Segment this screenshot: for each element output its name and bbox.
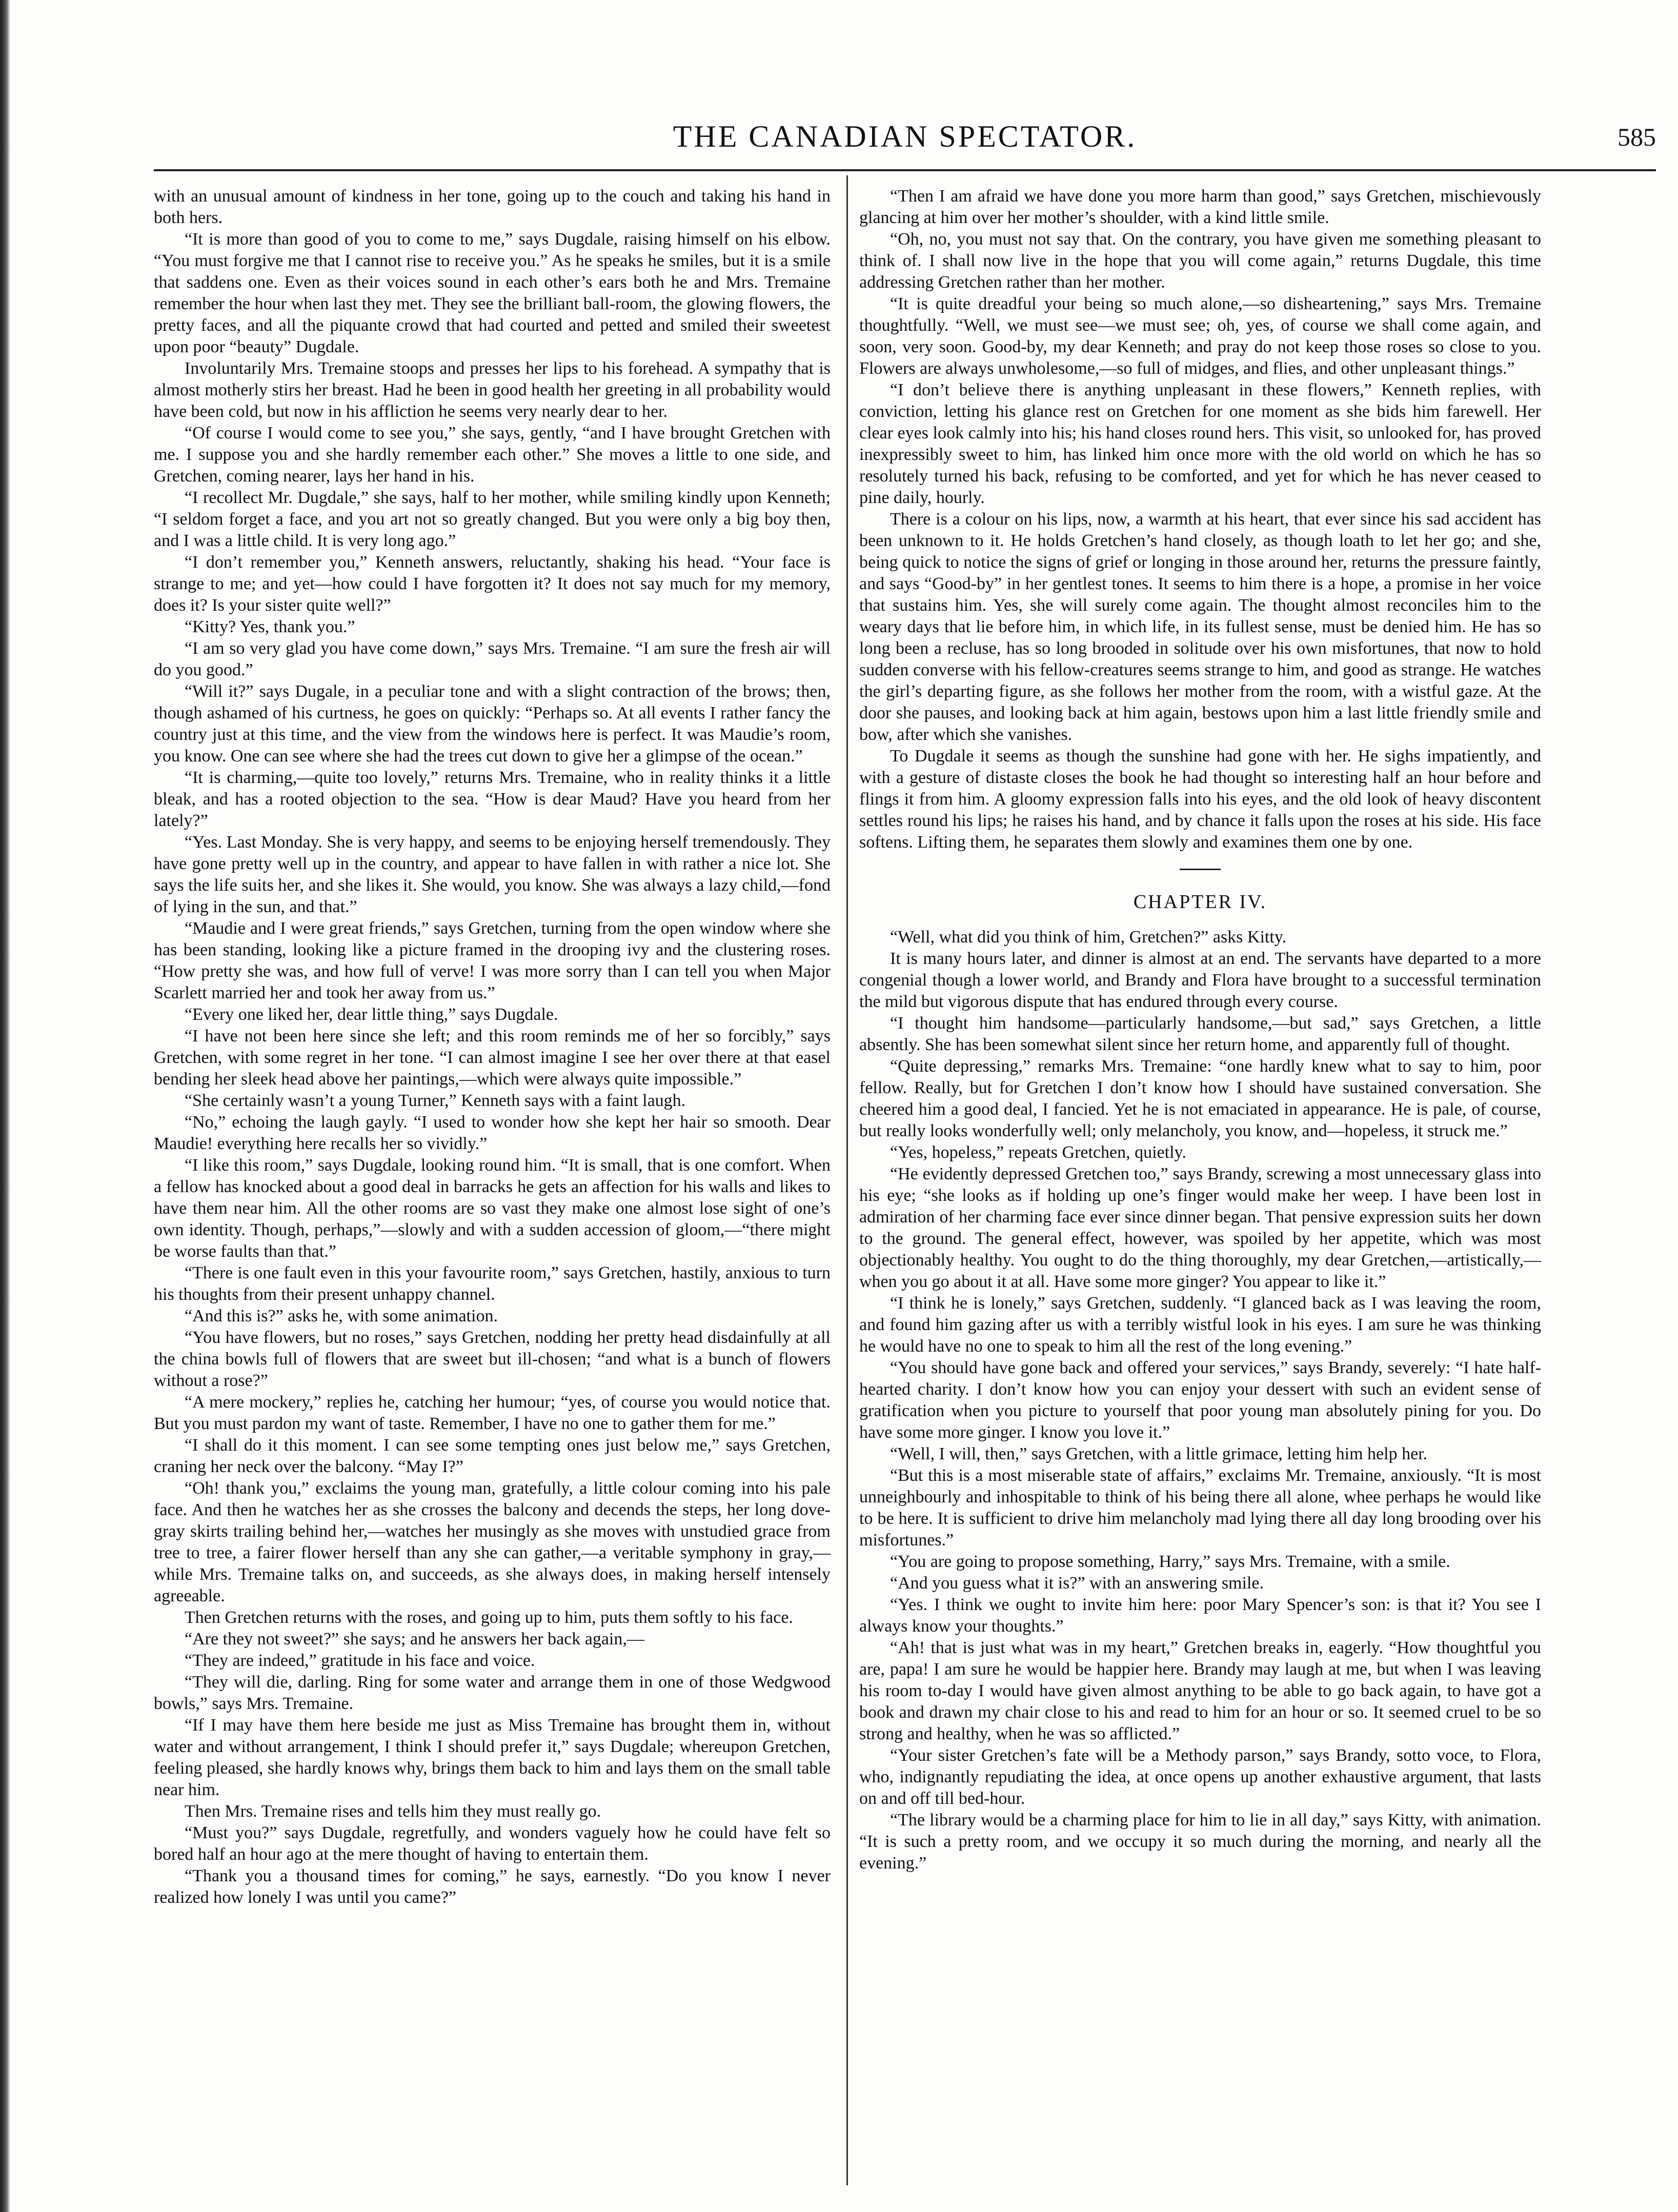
paragraph: “Yes. I think we ought to invite him here: poor Mary Spencer’s son: is that it? You see I always know your thoughts.”	[859, 1595, 1541, 1636]
paragraph: “If I may have them here beside me just as Miss Tremaine has brought them in, without water and without arrangement, I think I should prefer it,” says Dugdale; whereupon Gretchen, feeling pleased, she hardly knows why, brings them back to him and lays them on the small table near him.	[154, 1716, 831, 1799]
page-binding-edge	[0, 0, 10, 2212]
paragraph: “Are they not sweet?” she says; and he answers her back again,—	[185, 1630, 644, 1648]
paragraph: “I like this room,” says Dugdale, looking round him. “It is small, that is one comfort. When a fellow has knocked about a good deal in barracks he gets an affection for his walls and likes to have them near him. All the other rooms are so vast they make one almost lose sight of one’s own identity. Though, perhaps,”—slowly and with a sudden accession of gloom,—“there might be worse faults than that.”	[154, 1156, 831, 1261]
paragraph: “I am so very glad you have come down,” says Mrs. Tremaine. “I am sure the fresh air will do you good.”	[154, 639, 831, 679]
paragraph: “Oh! thank you,” exclaims the young man, gratefully, a little colour coming into his pale face. And then he watches her as she crosses the balcony and decends the steps, her long dove-gray skirts trailing behind her,—watches her musingly as she moves with unstudied grace from tree to tree, a fairer flower herself than any she can gather,—a veritable symphony in gray,—while Mrs. Tremaine talks on, and succeeds, as she always does, in making herself intensely agreeable.	[154, 1479, 831, 1605]
paragraph: “Will it?” says Dugale, in a peculiar tone and with a slight contraction of the brows; then, though ashamed of his curtness, he goes on quickly: “Perhaps so. At all events I rather fancy the country just at this time, and the view from the windows here is perfect. It was Maudie’s room, you know. One can see where she had the trees cut down to give her a glimpse of the ocean.”	[154, 682, 831, 766]
paragraph: “Maudie and I were great friends,” says Gretchen, turning from the open window where she has been standing, looking like a picture framed in the drooping ivy and the clustering roses. “How pretty she was, and how full of verve! I was more sorry than I can tell you when Major Scarlett married her and took her away from us.”	[154, 919, 831, 1002]
left-column	[154, 186, 831, 1908]
masthead-title: THE CANADIAN SPECTATOR.	[673, 119, 1137, 153]
paragraph: “Quite depressing,” remarks Mrs. Tremaine: “one hardly knew what to say to him, poor fellow. Really, but for Gretchen I don’t know how I should have sustained conversation. She cheered him a good deal, I fancied. Yet he is not emaciated in appearance. He is pale, of course, but really looks wonderfully well; only melancholy, you know, and—hopeless, it struck me.”	[859, 1057, 1541, 1140]
paragraph: “It is quite dreadful your being so much alone,—so disheartening,” says Mrs. Tremaine thoughtfully. “Well, we must see—we must see; oh, yes, of course we shall come again, and soon, very soon. Good-by, my dear Kenneth; and pray do not keep those roses so close to you. Flowers are always unwholesome,—so full of midges, and flies, and other unpleasant things.”	[859, 294, 1541, 378]
paragraph: “And you guess what it is?” with an answering smile.	[890, 1574, 1264, 1593]
paragraph: “There is one fault even in this your favourite room,” says Gretchen, hastily, anxious to turn his thoughts from their present unhappy channel.	[154, 1263, 831, 1304]
paragraph: “It is more than good of you to come to me,” says Dugdale, raising himself on his elbow. “You must forgive me that I cannot rise to receive you.” As he speaks he smiles, but it is a smile that saddens one. Even as their voices sound in each other’s ears both he and Mrs. Tremaine remember the hour when last they met. They see the brilliant ball-room, the glowing flowers, the pretty faces, and all the piquante crowd that had courted and petted and smiled their sweetest upon poor “beauty” Dugdale.	[154, 230, 831, 356]
paragraph: “It is charming,—quite too lovely,” returns Mrs. Tremaine, who in reality thinks it a little bleak, and has a rooted objection to the sea. “How is dear Maud? Have you heard from her lately?”	[154, 768, 831, 830]
paragraph: “Ah! that is just what was in my heart,” Gretchen breaks in, eagerly. “How thoughtful you are, papa! I am sure he would be happier here. Brandy may laugh at me, but when I was leaving his room to-day I would have given almost anything to be able to go back again, to have got a book and drawn my chair close to his and read to him for an hour or so. It seemed cruel to be so strong and healthy, when he was so afflicted.”	[859, 1638, 1541, 1743]
paragraph: “I thought him handsome—particularly handsome,—but sad,” says Gretchen, a little absently. She has been somewhat silent since her return home, and apparently full of thought.	[859, 1014, 1541, 1054]
paragraph: “Your sister Gretchen’s fate will be a Methody parson,” says Brandy, sotto voce, to Flora, who, indignantly repudiating the idea, at once opens up another exhaustive argument, that lasts on and off till bed-hour.	[859, 1746, 1541, 1808]
column-divider	[846, 175, 848, 2185]
paragraph: “I recollect Mr. Dugdale,” she says, half to her mother, while smiling kindly upon Kenneth; “I seldom forget a face, and you art not so greatly changed. But you were only a big boy then, and I was a little child. It is very long ago.”	[154, 488, 831, 550]
paragraph: There is a colour on his lips, now, a warmth at his heart, that ever since his sad accident has been unknown to it. He holds Gretchen’s hand closely, as though loath to let her go; and she, being quick to notice the signs of grief or longing in those around her, returns the pressure faintly, and says “Good-by” in her gentlest tones. It seems to him there is a hope, a promise in her voice that sustains him. Yes, she will surely come again. The thought almost reconciles him to the weary days that lie before him, in which life, in its fullest sense, must be denied him. He has so long been a recluse, has so long brooded in solitude over his own misfortunes, that now to hold sudden converse with his fellow-creatures seems strange to him, and good as strange. He watches the girl’s departing figure, as she follows her mother from the room, with a wistful gaze. At the door she pauses, and looking back at him again, bestows upon him a last little friendly smile and bow, after which she vanishes.	[859, 510, 1541, 744]
paragraph: “They are indeed,” gratitude in his face and voice.	[185, 1651, 535, 1670]
page-number: 585	[1618, 123, 1656, 151]
paragraph: “Well, I will, then,” says Gretchen, with a little grimace, letting him help her.	[890, 1444, 1428, 1463]
paragraph: “But this is a most miserable state of affairs,” exclaims Mr. Tremaine, anxiously. “It is most unneighbourly and inhospitable to think of his being there all alone, whee perhaps he would like to be here. It is sufficient to drive him melancholy mad lying there all day long brooding over his misfortunes.”	[859, 1466, 1541, 1550]
paragraph: “I think he is lonely,” says Gretchen, suddenly. “I glanced back as I was leaving the room, and found him gazing after us with a terribly wistful look in his eyes. I am sure he was thinking he would have no one to speak to him all the rest of the long evening.”	[859, 1294, 1541, 1356]
paragraph: “You should have gone back and offered your services,” says Brandy, severely: “I hate half-hearted charity. I don’t know how you can enjoy your dessert with such an evident sense of gratification when you picture to yourself that poor young man absolutely pining for you. Do have some more ginger. I know you love it.”	[859, 1358, 1541, 1442]
paragraph: “The library would be a charming place for him to lie in all day,” says Kitty, with animation. “It is such a pretty room, and we occupy it so much during the morning, and nearly all the evening.”	[859, 1811, 1541, 1873]
section-divider	[1180, 869, 1221, 870]
paragraph: “Of course I would come to see you,” she says, gently, “and I have brought Gretchen with me. I suppose you and she hardly remember each other.” She moves a little to one side, and Gretchen, coming nearer, lays her hand in his.	[154, 424, 831, 486]
paragraph: “They will die, darling. Ring for some water and arrange them in one of those Wedgwood bowls,” says Mrs. Tremaine.	[154, 1673, 831, 1713]
paragraph: Then Gretchen returns with the roses, and going up to him, puts them softly to his face.	[185, 1608, 793, 1627]
paragraph: Then Mrs. Tremaine rises and tells him they must really go.	[185, 1802, 601, 1821]
paragraph: “Must you?” says Dugdale, regretfully, and wonders vaguely how he could have felt so bored half an hour ago at the mere thought of having to entertain them.	[154, 1823, 831, 1864]
paragraph: “And this is?” asks he, with some animation.	[185, 1306, 498, 1325]
paragraph: “I don’t remember you,” Kenneth answers, reluctantly, shaking his head. “Your face is strange to me; and yet—how could I have forgotten it? It does not say much for my memory, does it? Is your sister quite well?”	[154, 553, 831, 615]
paragraph: “I shall do it this moment. I can see some tempting ones just below me,” says Gretchen, craning her neck over the balcony. “May I?”	[154, 1436, 831, 1476]
paragraph: with an unusual amount of kindness in her tone, going up to the couch and taking his hand in both hers.	[154, 187, 831, 227]
paragraph: “You have flowers, but no roses,” says Gretchen, nodding her pretty head disdainfully at all the china bowls full of flowers that are sweet but ill-chosen; “and what is a bunch of flowers without a rose?”	[154, 1328, 831, 1390]
paragraph: Involuntarily Mrs. Tremaine stoops and presses her lips to his forehead. A sympathy that is almost motherly stirs her breast. Had he been in good health her greeting in all probability would have been cold, but now in his affliction he seems very nearly dear to her.	[154, 359, 831, 421]
right-column	[859, 186, 1541, 1874]
paragraph: It is many hours later, and dinner is almost at an end. The servants have departed to a more congenial though a lower world, and Brandy and Flora have brought to a successful termination the mild but vigorous dispute that has endured through every course.	[859, 949, 1541, 1011]
paragraph: To Dugdale it seems as though the sunshine had gone with her. He sighs impatiently, and with a gesture of distaste closes the book he had thought so interesting half an hour before and flings it from him. A gloomy expression falls into his eyes, and the old look of heavy discontent settles round his lips; he raises his hand, and by chance it falls upon the roses at his side. His face softens. Lifting them, he separates them slowly and examines them one by one.	[859, 747, 1541, 852]
paragraph: “Yes, hopeless,” repeats Gretchen, quietly.	[890, 1143, 1186, 1162]
paragraph: “A mere mockery,” replies he, catching her humour; “yes, of course you would notice that. But you must pardon my want of taste. Remember, I have no one to gather them for me.”	[154, 1393, 831, 1433]
page-header	[154, 119, 1656, 165]
paragraph: “Oh, no, you must not say that. On the contrary, you have given me something pleasant to think of. I shall now live in the hope that you will come again,” returns Dugdale, this time addressing Gretchen rather than her mother.	[859, 230, 1541, 292]
paragraph: “No,” echoing the laugh gayly. “I used to wonder how she kept her hair so smooth. Dear Maudie! everything here recalls her so vividly.”	[154, 1113, 831, 1153]
paragraph: “Thank you a thousand times for coming,” he says, earnestly. “Do you know I never realized how lonely I was until you came?”	[154, 1866, 831, 1907]
paragraph: “Yes. Last Monday. She is very happy, and seems to be enjoying herself tremendously. They have gone pretty well up in the country, and appear to have fallen in with rather a nice lot. She says the life suits her, and she likes it. She would, you know. She was always a lazy child,—fond of lying in the sun, and that.”	[154, 833, 831, 916]
paragraph: “I have not been here since she left; and this room reminds me of her so forcibly,” says Gretchen, with some regret in her tone. “I can almost imagine I see her over there at that easel bending her sleek head above her paintings,—which were always quite impossible.”	[154, 1027, 831, 1089]
chapter-heading: CHAPTER IV.	[1133, 891, 1267, 913]
paragraph: “Every one liked her, dear little thing,” says Dugdale.	[185, 1005, 558, 1024]
paragraph: “Then I am afraid we have done you more harm than good,” says Gretchen, mischievously glancing at him over her mother’s shoulder, with a kind little smile.	[859, 187, 1541, 227]
paragraph: “You are going to propose something, Harry,” says Mrs. Tremaine, with a smile.	[890, 1552, 1450, 1571]
paragraph: “Kitty? Yes, thank you.”	[185, 617, 355, 636]
paragraph: “I don’t believe there is anything unpleasant in these flowers,” Kenneth replies, with conviction, letting his glance rest on Gretchen for one moment as she bids him farewell. Her clear eyes look calmly into his; his hand closes round hers. This visit, so unlooked for, has proved inexpressibly sweet to him, has linked him once more with the old world on which he has so resolutely turned his back, refusing to be comforted, and yet for which he has never ceased to pine daily, hourly.	[859, 380, 1541, 507]
paragraph: “He evidently depressed Gretchen too,” says Brandy, screwing a most unnecessary glass into his eye; “she looks as if holding up one’s finger would make her weep. I have been lost in admiration of her charming face ever since dinner began. That pensive expression suits her down to the ground. The general effect, however, was spoiled by her appetite, which was most objectionably healthy. You ought to do the thing thoroughly, my dear Gretchen,—artistically,—when you go about it at all. Have some more ginger? You appear to like it.”	[859, 1164, 1541, 1291]
paragraph: “Well, what did you think of him, Gretchen?” asks Kitty.	[890, 928, 1287, 947]
header-rule	[154, 169, 1656, 171]
paragraph: “She certainly wasn’t a young Turner,” Kenneth says with a faint laugh.	[185, 1091, 686, 1110]
